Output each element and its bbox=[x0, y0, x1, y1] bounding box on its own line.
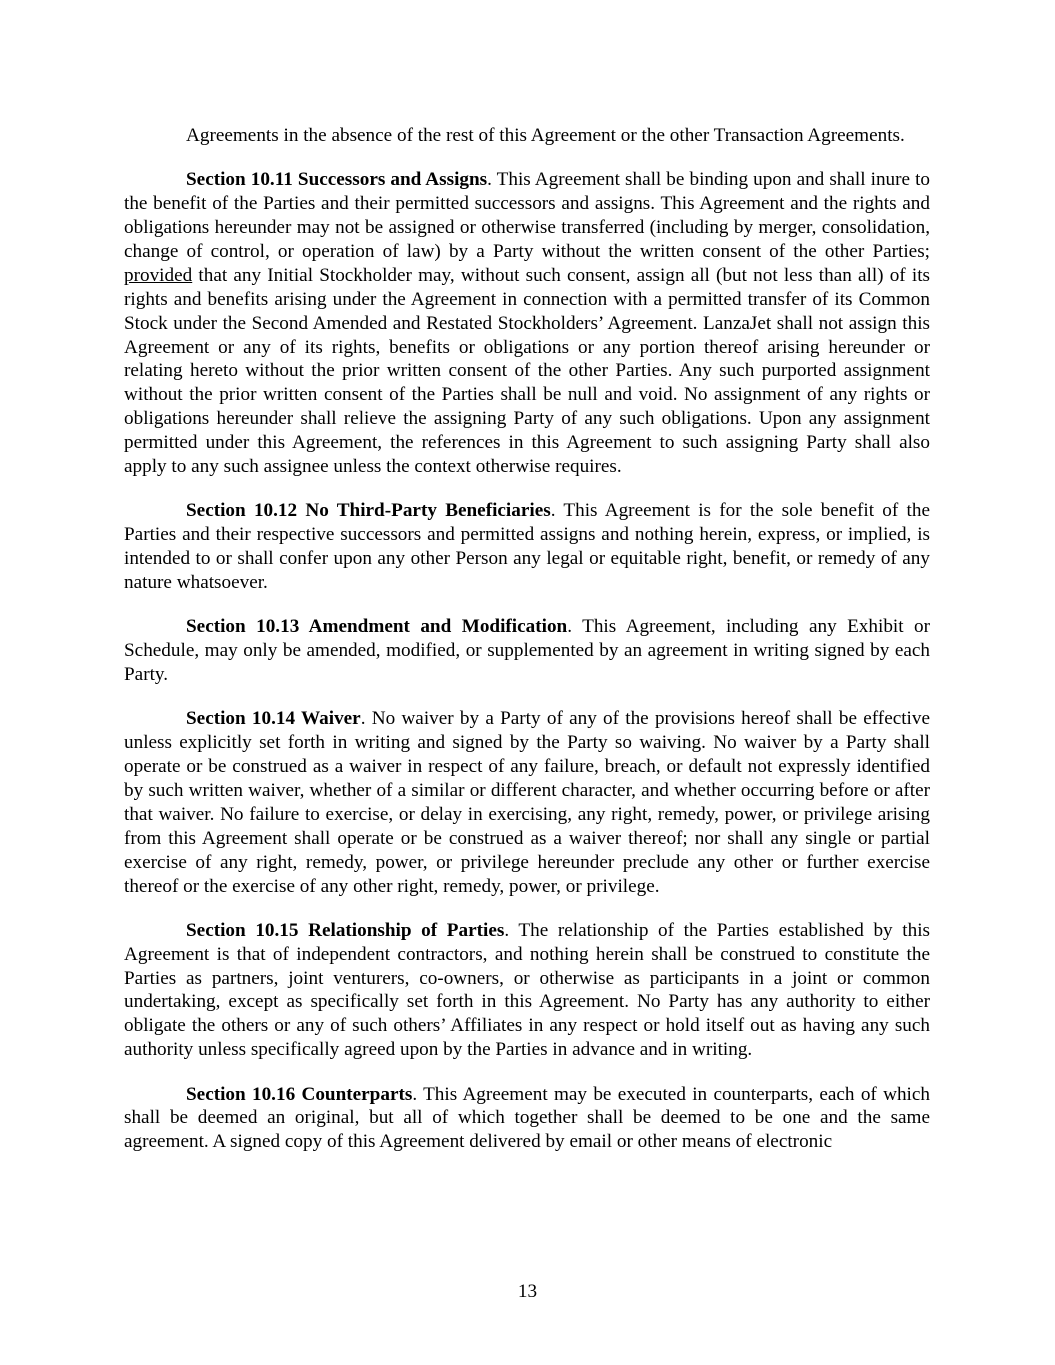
section-10-13-heading: Section 10.13 Amendment and Modification bbox=[186, 616, 568, 638]
section-10-11-heading: Section 10.11 Successors and Assigns bbox=[186, 169, 488, 191]
page-number: 13 bbox=[517, 1281, 538, 1302]
section-10-14-heading: Section 10.14 Waiver bbox=[186, 708, 361, 730]
section-10-15-text: . The relationship of the Parties established by this Agreement is that of independent contractors, and nothing herein shall be construed to constitute the Parties as partners, joint venturers, co-owners, or otherwise as participants in a joint or common undertaking, except as specifically set forth in this Agreement. No Party has any authority to either obligate the others or any of such others’ Affiliates in any respect or hold itself out as having any such authority unless specifically agreed upon by the Parties in advance and in writing. bbox=[124, 919, 930, 1061]
section-10-13-text: . This Agreement, including any Exhibit or Schedule, may only be amended, modified, or supplemented by an agreement in writing signed by each Party. bbox=[124, 616, 930, 686]
section-10-11-text-a: . This Agreement shall be binding upon and shall inure to the benefit of the Parties and their permitted successors and assigns. This Agreement and the rights and obligations hereunder may not be assigned or otherwise transferred (including by merger, consolidation, change of control, or operation of law) by a Party without the written consent of the other Parties; bbox=[124, 169, 931, 262]
section-10-16-text: . This Agreement may be executed in counterparts, each of which shall be deemed an original, but all of which together shall be deemed to be one and the same agreement. A signed copy of this Agreement delivered by email or other means of electronic bbox=[124, 1083, 930, 1153]
section-10-16-paragraph bbox=[124, 1083, 930, 1155]
section-10-12-text: . This Agreement is for the sole benefit of the Parties and their respective successors and permitted assigns and nothing herein, express, or implied, is intended to or shall confer upon any other Person any legal or equitable right, benefit, or remedy of any nature whatsoever. bbox=[124, 500, 930, 593]
section-10-11-text-b: that any Initial Stockholder may, without such consent, assign all (but not less than all) of its rights and benefits arising under the Agreement in connection with a permitted transfer of its Common Stock under the Second Amended and Restated Stockholders’ Agreement. LanzaJet shall not assign this Agreement or any of its rights, benefits or obligations or any portion thereof arising hereunder or relating hereto without the prior written consent of the other Parties. Any such purported assignment without the prior written consent of the Parties shall be null and void. No assignment of any rights or obligations hereunder shall relieve the assigning Party of any such obligations. Upon any assignment permitted under this Agreement, the references in this Agreement to such assigning Party shall also apply to any such assignee unless the context otherwise requires. bbox=[124, 264, 930, 478]
section-10-14-text: . No waiver by a Party of any of the provisions hereof shall be effective unless explicitly set forth in writing and signed by the Party so waiving. No waiver by a Party shall operate or be construed as a waiver in respect of any failure, breach, or default not expressly identified by such written waiver, whether of a similar or different character, and whether occurring before or after that waiver. No failure to exercise, or delay in exercising, any right, remedy, power, or privilege arising from this Agreement shall operate or be construed as a waiver thereof; nor shall any single or partial exercise of any right, remedy, power, or privilege hereunder preclude any other or further exercise thereof or the exercise of any other right, remedy, power, or privilege. bbox=[124, 708, 930, 897]
section-10-15-heading: Section 10.15 Relationship of Parties bbox=[186, 919, 505, 941]
document-body bbox=[124, 124, 930, 1175]
section-10-12-heading: Section 10.12 No Third-Party Beneficiaries bbox=[186, 500, 551, 522]
section-10-16-heading: Section 10.16 Counterparts bbox=[186, 1083, 413, 1105]
section-10-12-paragraph bbox=[124, 499, 930, 595]
provided-term: provided bbox=[124, 264, 193, 286]
section-10-11-paragraph bbox=[124, 168, 930, 479]
section-10-13-paragraph bbox=[124, 615, 930, 687]
section-10-14-paragraph bbox=[124, 707, 930, 898]
section-10-15-paragraph bbox=[124, 919, 930, 1062]
continuation-paragraph: Agreements in the absence of the rest of this Agreement or the other Transaction Agreements. bbox=[186, 125, 905, 146]
